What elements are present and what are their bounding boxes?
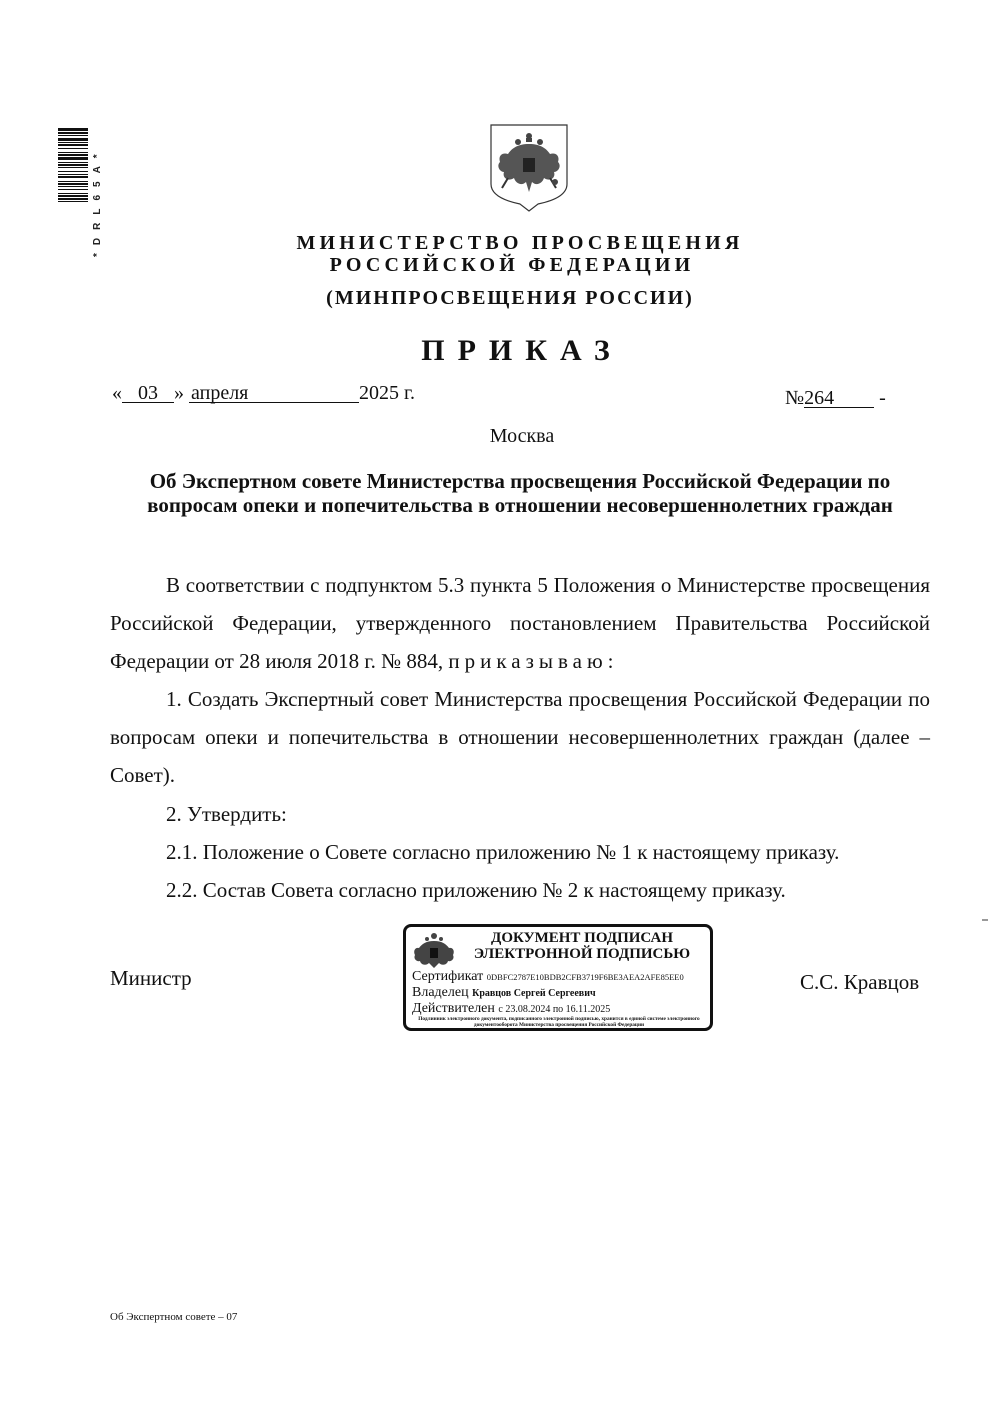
owner-label: Владелец [412, 985, 469, 1000]
item-2: 2. Утвердить: [166, 802, 287, 826]
barcode-bar [58, 183, 88, 185]
barcode-bar [58, 162, 88, 163]
order-year: 2025 [359, 382, 399, 404]
item-2-1: 2.1. Положение о Совете согласно приложению № 1 к настоящему приказу. [166, 840, 840, 864]
barcode-bar [58, 176, 88, 178]
order-subject: Об Экспертном совете Министерства просвещения Российской Федерации по вопросам опеки и попечительства в отношении несовершеннолетних граждан [147, 469, 893, 517]
document-type-title: ПРИКАЗ [421, 334, 623, 367]
quote-close: » [174, 382, 184, 404]
barcode-bar [58, 174, 88, 175]
stamp-title-line2: ЭЛЕКТРОННОЙ ПОДПИСЬЮ [473, 946, 691, 962]
barcode-bar [58, 195, 88, 197]
ministry-name-line2: РОССИЙСКОЙ ФЕДЕРАЦИИ [329, 254, 695, 276]
city: Москва [489, 425, 555, 447]
barcode-bar [58, 157, 88, 160]
eagle-emblem-icon [412, 931, 456, 969]
scan-speck [982, 919, 988, 921]
russian-coat-of-arms-icon [488, 122, 570, 212]
stamp-title-line1: ДОКУМЕНТ ПОДПИСАН [491, 930, 673, 946]
quote-open: « [112, 382, 122, 404]
barcode-bar [58, 135, 88, 136]
stamp-title [456, 930, 708, 962]
barcode-text: *DRL65A* [92, 146, 103, 258]
barcode-bar [58, 164, 88, 166]
barcode-bar [58, 186, 88, 187]
barcode-bar [58, 152, 88, 153]
certificate-label: Сертификат [412, 969, 484, 984]
certificate-value: 0DBFC2787E10BDB2CFB3719F6BE3AEA2AFE85EE0 [486, 972, 684, 982]
barcode-bar [58, 138, 88, 141]
order-number [785, 387, 886, 410]
number-value: 264 [804, 389, 874, 408]
item-1: 1. Создать Экспертный совет Министерства просвещения Российской Федерации по вопросам опеки и попечительства в отношении несовершеннолетних граждан (далее – Совет). [110, 687, 930, 787]
barcode-bar [58, 189, 88, 190]
validity-value: с 23.08.2024 по 16.11.2025 [498, 1004, 611, 1015]
ministry-short-name: (МИНПРОСВЕЩЕНИЯ РОССИИ) [326, 287, 694, 309]
certificate-row [412, 970, 684, 984]
order-date [112, 382, 415, 405]
number-label: № [785, 387, 805, 409]
barcode-bar [58, 193, 88, 194]
barcode-bar [58, 198, 88, 200]
barcode-bar [58, 128, 88, 131]
owner-value: Кравцов Сергей Сергеевич [472, 988, 596, 999]
validity-row [412, 1002, 610, 1017]
order-month: апреля [189, 384, 359, 403]
order-word: приказываю: [448, 649, 619, 673]
barcode-bar [58, 132, 88, 134]
barcode-bar [58, 181, 88, 182]
validity-label: Действителен [412, 1001, 495, 1016]
signer-name: С.С. Кравцов [800, 970, 920, 994]
owner-row [412, 986, 596, 1001]
barcode-bar [58, 171, 88, 172]
barcode-bar [58, 167, 88, 168]
item-2-2: 2.2. Состав Совета согласно приложению № 2 к настоящему приказу. [166, 878, 786, 902]
ministry-name-line1: МИНИСТЕРСТВО ПРОСВЕЩЕНИЯ [296, 232, 744, 254]
barcode-bar [58, 142, 88, 143]
electronic-signature-stamp [403, 924, 713, 1031]
stamp-fine-print: Подлинник электронного документа, подписанного электронной подписью, хранится в единой системе электронного документооборота Министерства просвещения Российской Федерации [418, 1016, 700, 1028]
barcode-bar [58, 201, 88, 202]
preamble-text: В соответствии с подпунктом 5.3 пункта 5 Положения о Министерстве просвещения Российской Федерации, утвержденного постановлением Правительства Российской Федерации от 28 июля 2018 г. № 884, [110, 573, 930, 673]
order-day: 03 [122, 384, 174, 403]
barcode-bar [58, 144, 88, 146]
signer-position: Министр [110, 966, 192, 990]
barcode-bar [58, 154, 88, 156]
number-tail: - [879, 387, 886, 409]
year-suffix: г. [404, 382, 415, 404]
footer-note: Об Экспертном совете – 07 [110, 1311, 238, 1323]
preamble-paragraph [110, 566, 930, 680]
barcode-bar [58, 148, 88, 149]
